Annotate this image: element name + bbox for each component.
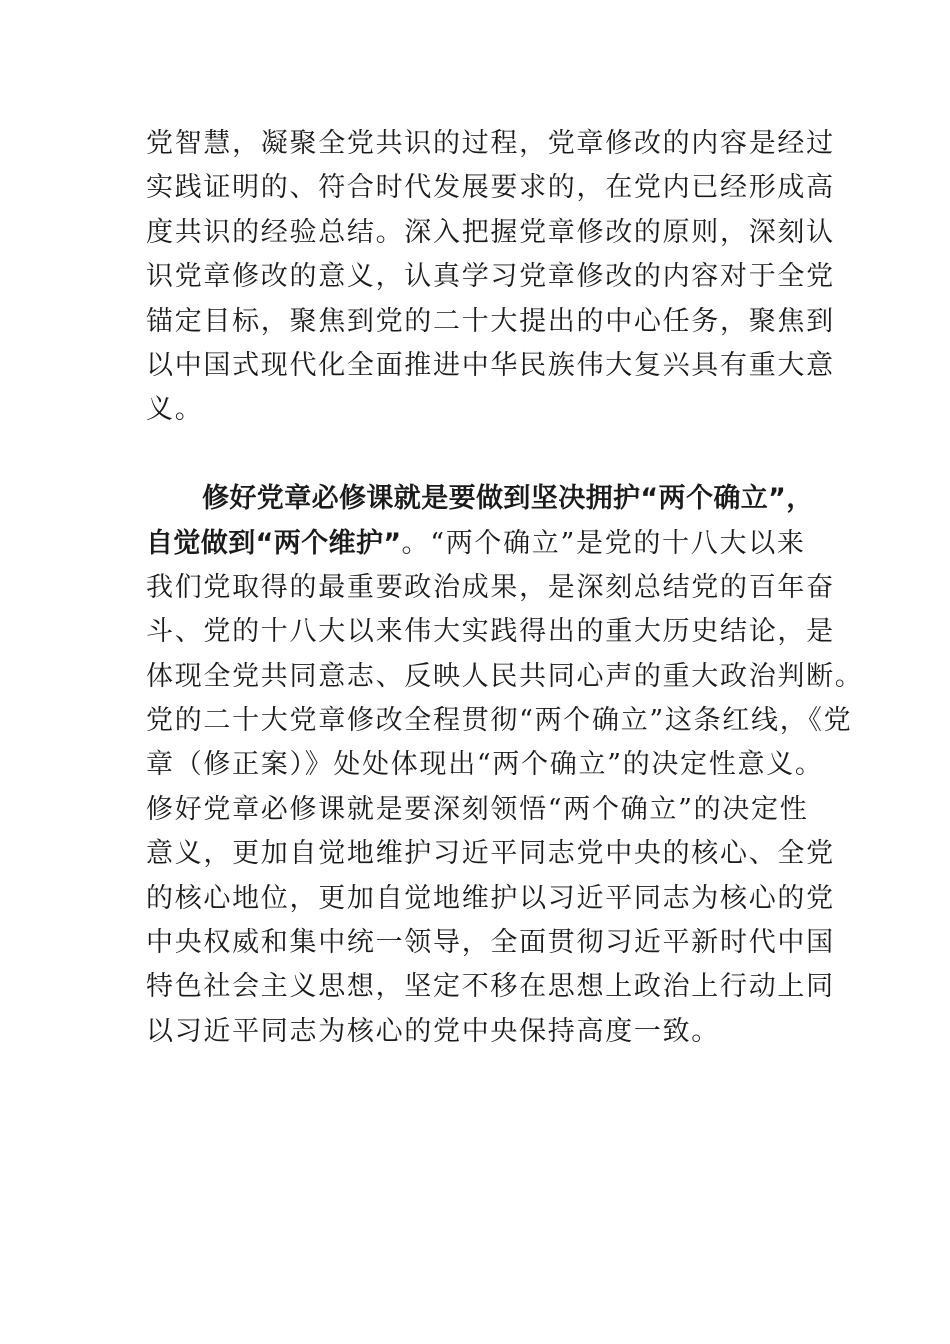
text-line: 党智慧，凝聚全党共识的过程，党章修改的内容是经过 — [146, 128, 835, 159]
document-body — [146, 122, 864, 1054]
paragraph-2 — [146, 477, 864, 1054]
text-line: 中央权威和集中统一领导，全面贯彻习近平新时代中国 — [146, 927, 835, 959]
text-line: 意义，更加自觉地维护习近平同志党中央的核心、全党 — [146, 838, 835, 870]
paragraph-1 — [146, 122, 836, 433]
text-line: 实践证明的、符合时代发展要求的，在党内已经形成高 — [146, 172, 835, 204]
text-line: 识党章修改的意义，认真学习党章修改的内容对于全党 — [146, 261, 835, 293]
text-line: 特色社会主义思想，坚定不移在思想上政治上行动上同 — [146, 971, 835, 1003]
text-line — [146, 522, 836, 566]
text-line: 斗、党的十八大以来伟大实践得出的重大历史结论，是 — [146, 616, 835, 648]
paragraph-heading: 修好党章必修课就是要做到坚决拥护“两个确立”， — [202, 483, 814, 515]
text-line: 我们党取得的最重要政治成果，是深刻总结党的百年奋 — [146, 571, 835, 603]
text-line: 党的二十大党章修改全程贯彻“两个确立”这条红线，《党 — [146, 705, 853, 737]
paragraph-heading-end: 自觉做到“两个维护” — [146, 527, 402, 559]
text-line: 度共识的经验总结。深入把握党章修改的原则，深刻认 — [146, 216, 835, 248]
text-line: 章（修正案）》处处体现出“两个确立”的决定性意义。 — [146, 749, 824, 781]
text-line: 以中国式现代化全面推进中华民族伟大复兴具有重大意 — [146, 349, 835, 381]
text-line: 体现全党共同意志、反映人民共同心声的重大政治判断。 — [146, 660, 864, 692]
text-line: 修好党章必修课就是要深刻领悟“两个确立”的决定性 — [146, 793, 809, 825]
text-line: 的核心地位，更加自觉地维护以习近平同志为核心的党 — [146, 882, 835, 914]
text-line-rest: 。“两个确立”是党的十八大以来 — [401, 527, 806, 559]
text-line: 以习近平同志为核心的党中央保持高度一致。 — [146, 1015, 720, 1047]
paragraph-spacer — [146, 433, 836, 477]
text-line: 义。 — [146, 394, 204, 426]
text-line: 锚定目标，聚焦到党的二十大提出的中心任务，聚焦到 — [146, 305, 835, 337]
